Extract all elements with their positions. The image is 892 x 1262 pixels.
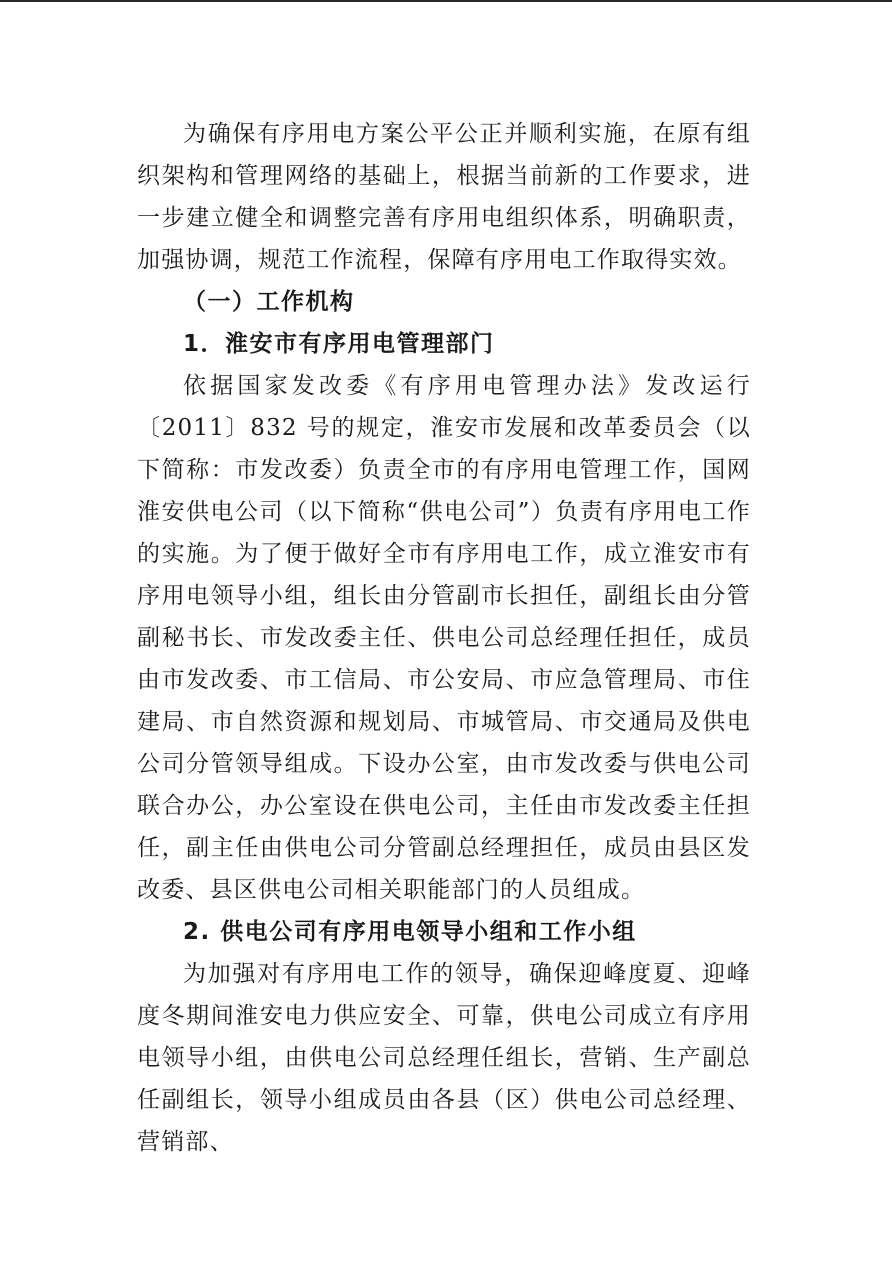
section-heading-work-organization: （一）工作机构 bbox=[183, 289, 355, 315]
document-body bbox=[137, 113, 751, 1163]
leadership-group-paragraph: 为加强对有序用电工作的领导，确保迎峰度夏、迎峰度冬期间淮安电力供应安全、可靠，供电公司成立有序用电领导小组，由供电公司总经理任组长，营销、生产副总任副组长，领导小组成员由各县（区）供电公司总经理、营销部、 bbox=[137, 961, 751, 1155]
page-top-border bbox=[0, 0, 892, 2]
subsection-heading-leadership-group: 2. 供电公司有序用电领导小组和工作小组 bbox=[183, 919, 637, 945]
intro-paragraph: 为确保有序用电方案公平公正并顺利实施，在原有组织架构和管理网络的基础上，根据当前新的工作要求，进一步建立健全和调整完善有序用电组织体系，明确职责，加强协调，规范工作流程，保障有序用电工作取得实效。 bbox=[137, 121, 751, 273]
subsection-heading-management-department: 1．淮安市有序用电管理部门 bbox=[183, 331, 495, 357]
management-department-paragraph: 依据国家发改委《有序用电管理办法》发改运行〔2011〕832 号的规定，淮安市发展和改革委员会（以下简称：市发改委）负责全市的有序用电管理工作，国网淮安供电公司（以下简称“供电公司”）负责有序用电工作的实施。为了便于做好全市有序用电工作，成立淮安市有序用电领导小组，组长由分管副市长担任，副组长由分管副秘书长、市发改委主任、供电公司总经理任担任，成员由市发改委、市工信局、市公安局、市应急管理局、市住建局、市自然资源和规划局、市城管局、市交通局及供电公司分管领导组成。下设办公室，由市发改委与供电公司联合办公，办公室设在供电公司，主任由市发改委主任担任，副主任由供电公司分管副总经理担任，成员由县区发改委、县区供电公司相关职能部门的人员组成。 bbox=[137, 373, 751, 903]
